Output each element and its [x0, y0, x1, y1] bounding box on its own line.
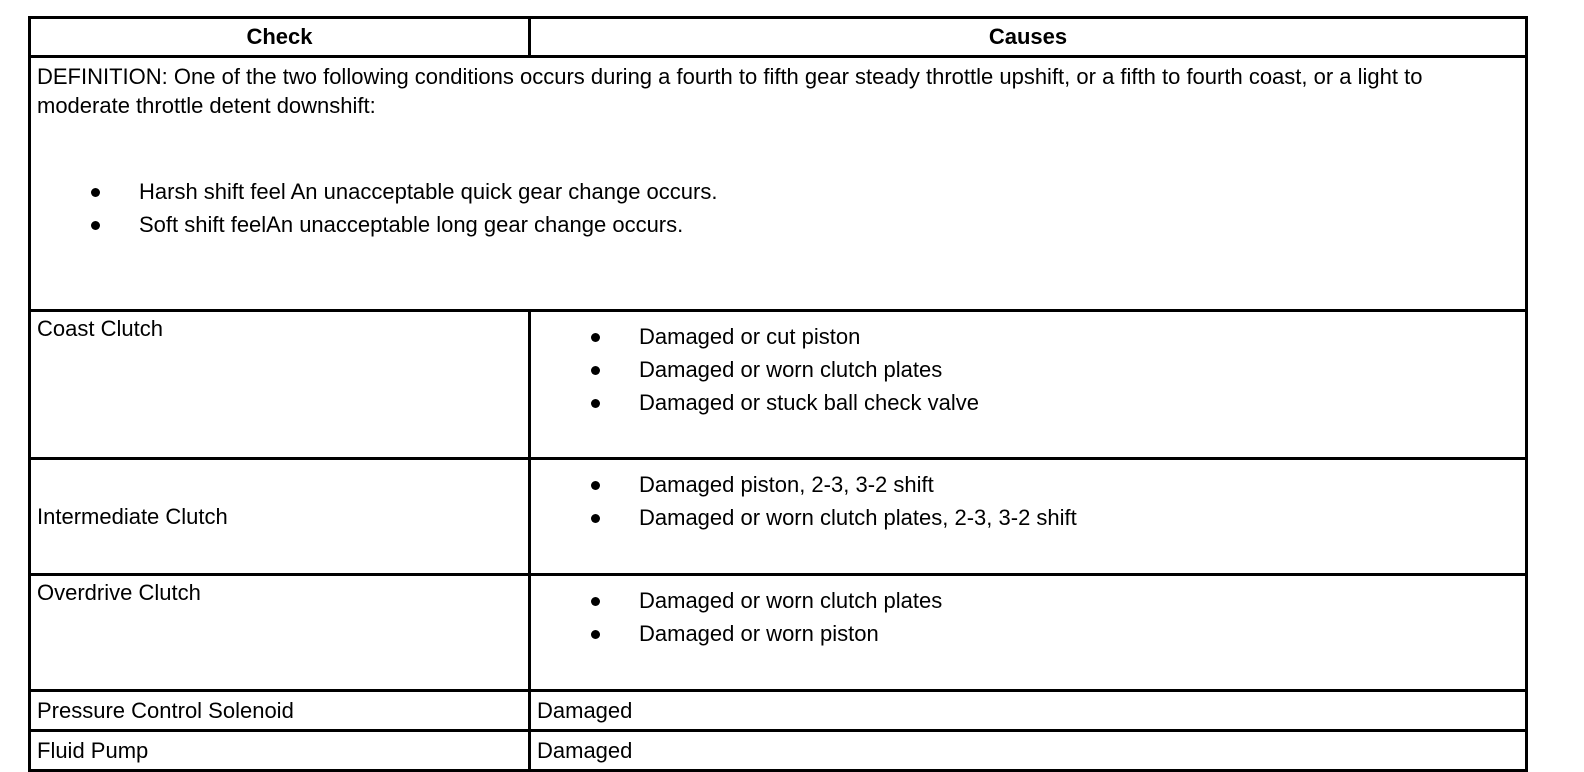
cause-item: Damaged or worn clutch plates: [537, 353, 1519, 386]
check-cell: Intermediate Clutch: [30, 459, 530, 575]
cause-item: Damaged piston, 2-3, 3-2 shift: [537, 468, 1519, 501]
table-row: [30, 575, 1527, 691]
header-check: Check: [30, 18, 530, 57]
cause-item: Damaged or worn piston: [537, 617, 1519, 650]
definition-list: [37, 175, 1519, 241]
cause-item: Damaged or worn clutch plates: [537, 584, 1519, 617]
cause-item: Damaged or cut piston: [537, 320, 1519, 353]
check-cell: Coast Clutch: [30, 311, 530, 459]
causes-list: [537, 460, 1519, 534]
table-row: [30, 311, 1527, 459]
check-cell: Pressure Control Solenoid: [30, 691, 530, 731]
cause-item: Damaged or stuck ball check valve: [537, 386, 1519, 419]
definition-text: DEFINITION: One of the two following conditions occurs during a fourth to fifth gear steady throttle upshift, or a fifth to fourth coast, or a light to moderate throttle detent downshift:: [37, 64, 1423, 118]
definition-bullet: Soft shift feelAn unacceptable long gear change occurs.: [37, 208, 1519, 241]
table-row: [30, 459, 1527, 575]
causes-cell: [530, 459, 1527, 575]
causes-cell: Damaged: [530, 691, 1527, 731]
definition-bullet: Harsh shift feel An unacceptable quick gear change occurs.: [37, 175, 1519, 208]
table-row: [30, 731, 1527, 771]
causes-list: [537, 312, 1519, 419]
definition-cell: [30, 57, 1527, 311]
causes-cell: Damaged: [530, 731, 1527, 771]
header-row: [30, 18, 1527, 57]
table-row: [30, 691, 1527, 731]
check-cell: Overdrive Clutch: [30, 575, 530, 691]
diagnosis-table: [28, 16, 1528, 772]
causes-list: [537, 576, 1519, 650]
causes-cell: [530, 311, 1527, 459]
definition-row: [30, 57, 1527, 311]
check-cell: Fluid Pump: [30, 731, 530, 771]
causes-cell: [530, 575, 1527, 691]
cause-item: Damaged or worn clutch plates, 2-3, 3-2 shift: [537, 501, 1519, 534]
header-causes: Causes: [530, 18, 1527, 57]
